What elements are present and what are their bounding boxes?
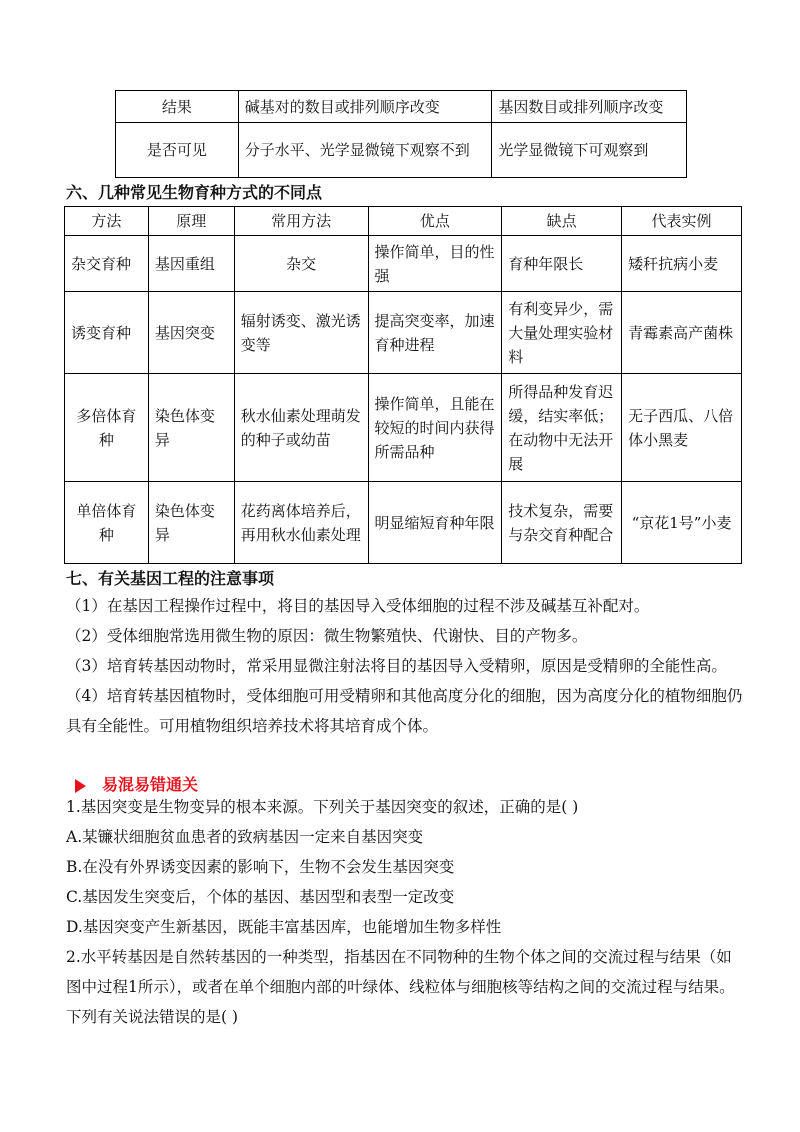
- list-item: （2）受体细胞常选用微生物的原因：微生物繁殖快、代谢快、目的产物多。: [66, 627, 588, 645]
- column-header: 方法: [65, 207, 149, 236]
- question-stem: 2.水平转基因是自然转基因的一种类型，指基因在不同物种的生物个体之间的交流过程与结果（如图中过程1所示），或者在单个细胞内部的叶绿体、线粒体与细胞核等结构之间的交流过程与结果。下列有关说法错误的是( ): [66, 948, 735, 1026]
- table-cell: 光学显微镜下可观察到: [492, 123, 687, 178]
- option: C.基因发生突变后，个体的基因、基因型和表型一定改变: [66, 888, 455, 906]
- table-cell: 结果: [116, 91, 239, 123]
- table-cell: 杂交: [234, 236, 368, 292]
- table-cell: 是否可见: [116, 123, 239, 178]
- table-row: [116, 91, 687, 123]
- table-row: [116, 123, 687, 178]
- list-item: （3）培育转基因动物时，常采用显微注射法将目的基因导入受精卵，原因是受精卵的全能性高。: [66, 657, 727, 675]
- table-cell: 碱基对的数目或排列顺序改变: [238, 91, 492, 123]
- table-row: [65, 292, 742, 374]
- breeding-table: [64, 206, 742, 564]
- table-cell: 花药离体培养后，再用秋水仙素处理: [234, 482, 368, 564]
- table-cell: 辐射诱变、激光诱变等: [234, 292, 368, 374]
- section-heading: 七、有关基因工程的注意事项: [66, 569, 275, 588]
- table-cell: 分子水平、光学显微镜下观察不到: [238, 123, 492, 178]
- column-header: 优点: [368, 207, 502, 236]
- table-cell: “京花1号”小麦: [622, 482, 742, 564]
- option: A.某镰状细胞贫血患者的致病基因一定来自基因突变: [66, 828, 424, 846]
- option: B.在没有外界诱变因素的影响下，生物不会发生基因突变: [66, 858, 455, 876]
- list-item: （4）培育转基因植物时，受体细胞可用受精卵和其他高度分化的细胞，因为高度分化的植物细胞仍具有全能性。可用植物组织培养技术将其培育成个体。: [66, 687, 743, 735]
- table-cell: 杂交育种: [65, 236, 149, 292]
- table-row: [65, 482, 742, 564]
- arrow-right-icon: [75, 779, 86, 793]
- note-list: [66, 591, 746, 741]
- column-header: 常用方法: [234, 207, 368, 236]
- table-cell: 技术复杂，需要与杂交育种配合: [502, 482, 622, 564]
- table-cell: 基因突变: [148, 292, 234, 374]
- table-cell: 有利变异少，需大量处理实验材料: [502, 292, 622, 374]
- table-cell: 提高突变率，加速育种进程: [368, 292, 502, 374]
- table-cell: 多倍体育种: [65, 374, 149, 482]
- column-header: 缺点: [502, 207, 622, 236]
- column-header: 代表实例: [622, 207, 742, 236]
- section-heading: 六、几种常见生物育种方式的不同点: [66, 183, 323, 202]
- table-cell: 育种年限长: [502, 236, 622, 292]
- question-stem: 1.基因突变是生物变异的根本来源。下列关于基因突变的叙述，正确的是( ): [66, 798, 579, 816]
- quiz-title: 易混易错通关: [102, 775, 199, 794]
- table-row: [65, 236, 742, 292]
- comparison-table: [115, 90, 687, 178]
- column-header: 原理: [148, 207, 234, 236]
- table-cell: 染色体变异: [148, 374, 234, 482]
- table-cell: 秋水仙素处理萌发的种子或幼苗: [234, 374, 368, 482]
- table-row: [65, 374, 742, 482]
- table-header-row: [65, 207, 742, 236]
- table-cell: 单倍体育种: [65, 482, 149, 564]
- question-1: [66, 792, 746, 942]
- table-cell: 青霉素高产菌株: [622, 292, 742, 374]
- option: D.基因突变产生新基因，既能丰富基因库，也能增加生物多样性: [66, 918, 502, 936]
- question-2: [66, 942, 746, 1032]
- table-cell: 基因数目或排列顺序改变: [492, 91, 687, 123]
- table-cell: 染色体变异: [148, 482, 234, 564]
- table-cell: 操作简单，且能在较短的时间内获得所需品种: [368, 374, 502, 482]
- list-item: （1）在基因工程操作过程中，将目的基因导入受体细胞的过程不涉及碱基互补配对。: [66, 597, 650, 615]
- table-cell: 所得品种发育迟缓，结实率低；在动物中无法开展: [502, 374, 622, 482]
- table-cell: 明显缩短育种年限: [368, 482, 502, 564]
- table-cell: 矮秆抗病小麦: [622, 236, 742, 292]
- table-cell: 诱变育种: [65, 292, 149, 374]
- table-cell: 无子西瓜、八倍体小黑麦: [622, 374, 742, 482]
- table-cell: 操作简单，目的性强: [368, 236, 502, 292]
- table-cell: 基因重组: [148, 236, 234, 292]
